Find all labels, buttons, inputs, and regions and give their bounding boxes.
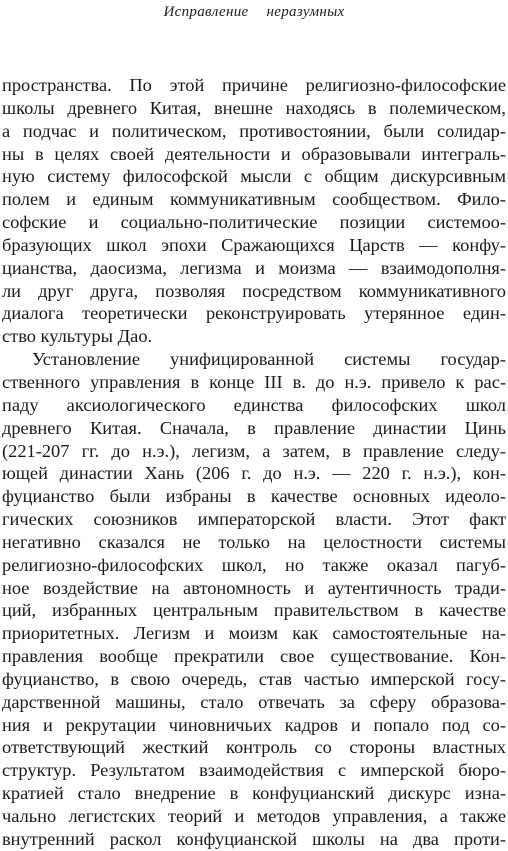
text-line: ли друг друга, позволяя посредством коммуникативного — [2, 280, 506, 301]
text-line: паду аксиологического единства философских школ — [2, 394, 506, 415]
text-line: ственного управления в конце III в. до н.э. привело к рас- — [2, 371, 506, 392]
text-line: софские и социально-политические позиции системоо- — [2, 212, 506, 233]
text-line: диалога теоретически реконструировать утерянное един- — [2, 303, 506, 324]
text-line: гических союзников императорской власти. Этот факт — [2, 509, 506, 530]
text-line: религиозно-философских школ, но также оказал пагуб- — [2, 554, 506, 575]
text-line: внутренний раскол конфуцианской школы на два проти- — [2, 828, 506, 849]
text-line: бразующих школ эпохи Сражающихся Царств — конфу- — [2, 234, 506, 255]
text-line: Установление унифицированной системы государ- — [32, 349, 506, 370]
text-line: ответствующий жесткий контроль со стороны властных — [2, 737, 506, 758]
text-line: кратией стало внедрение в конфуцианский дискурс изна- — [2, 783, 506, 804]
text-line: фуцианство были избраны в качестве основных идеоло- — [2, 486, 506, 507]
text-line: дарственной машины, стало отвечать за сферу образова- — [2, 691, 506, 712]
text-line: фуцианство, в свою очередь, став частью имперской госу- — [2, 668, 506, 689]
text-line: цианства, даосизма, легизма и моизма — взаимодополня- — [2, 257, 506, 278]
paragraph-1 — [2, 74, 506, 348]
running-header: Исправление неразумных — [163, 4, 345, 20]
text-line: ны в целях своей деятельности и образовывали интеграль- — [2, 143, 506, 164]
text-line: негативно сказался не только на целостности системы — [2, 531, 506, 552]
text-line: школы древнего Китая, внешне находясь в полемическом, — [2, 97, 506, 118]
text-line: а подчас и политическом, противостоянии, были солидар- — [2, 120, 506, 141]
text-line: ния и рекрутации чиновничьих кадров и попало под со- — [2, 714, 506, 735]
text-line: приоритетных. Легизм и моизм как самостоятельные на- — [2, 623, 506, 644]
text-line: ное воздействие на автономность и аутентичность тради- — [2, 577, 506, 598]
paragraph-2 — [2, 348, 506, 851]
text-line: древнего Китая. Сначала, в правление династии Цинь — [2, 417, 506, 438]
text-line: (221-207 гг. до н.э.), легизм, а затем, в правление следу- — [2, 440, 506, 461]
text-line: правления вообще прекратили свое существование. Кон- — [2, 646, 506, 667]
text-line: структур. Результатом взаимодействия с имперской бюро- — [2, 760, 506, 781]
text-line: ций, избранных центральным правительством в качестве — [2, 600, 506, 621]
text-line: ную систему философской мысли с общим дискурсивным — [2, 166, 506, 187]
text-line: полем и единым коммуникативным сообществом. Фило- — [2, 189, 506, 210]
text-line: чально легистских теорий и методов управления, а также — [2, 806, 506, 826]
text-line: пространства. По этой причине религиозно-философские — [2, 75, 506, 95]
page-body — [2, 74, 506, 851]
text-line: ство культуры Дао. — [2, 326, 153, 347]
text-line: ющей династии Хань (206 г. до н.э. — 220 г. н.э.), кон- — [2, 463, 506, 484]
